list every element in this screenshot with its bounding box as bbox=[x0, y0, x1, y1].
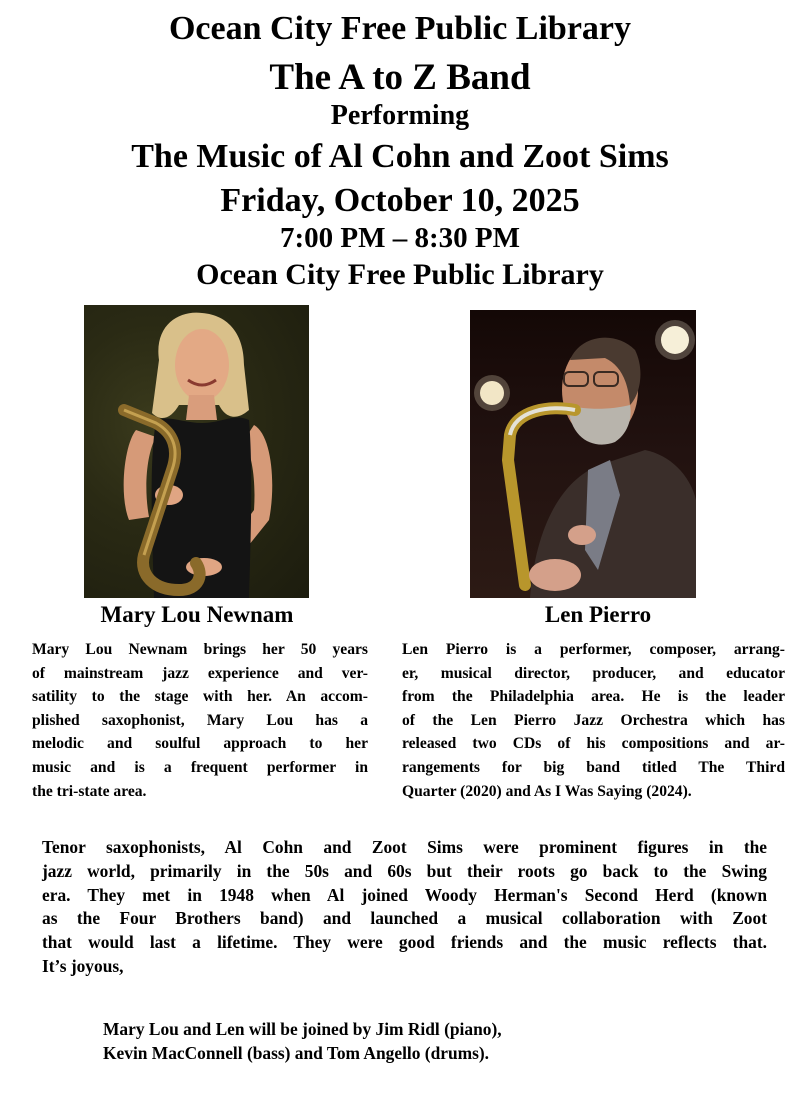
bio-line: of mainstream jazz experience and ver- bbox=[32, 664, 368, 682]
event-time: 7:00 PM – 8:30 PM bbox=[280, 222, 520, 254]
performer-name-len-pierro: Len Pierro bbox=[544, 602, 652, 627]
venue-title-bottom: Ocean City Free Public Library bbox=[196, 258, 604, 291]
bio-line: music and is a frequent performer in bbox=[32, 758, 368, 776]
performer-name-mary-lou-newnam: Mary Lou Newnam bbox=[100, 602, 294, 627]
history-paragraph bbox=[42, 836, 767, 979]
performing-label: Performing bbox=[330, 100, 470, 131]
bio-line: Mary Lou Newnam brings her 50 years bbox=[32, 641, 368, 658]
performer-photo-len-pierro bbox=[470, 310, 696, 598]
bio-line: rangements for big band titled The Third bbox=[402, 758, 785, 776]
program-title: The Music of Al Cohn and Zoot Sims bbox=[131, 138, 669, 175]
man-saxophonist-illustration bbox=[470, 310, 696, 598]
bio-line: released two CDs of his compositions and ar- bbox=[402, 735, 785, 753]
bio-line: Len Pierro is a performer, composer, arrang- bbox=[402, 641, 785, 658]
band-name: The A to Z Band bbox=[269, 57, 531, 98]
story-line: It’s joyous, bbox=[42, 955, 124, 976]
bio-line: satility to the stage with her. An accom- bbox=[32, 688, 368, 706]
story-line: that would last a lifetime. They were good friends and the music reflects that. bbox=[42, 932, 767, 953]
band-members-note bbox=[103, 1017, 663, 1065]
bio-line: from the Philadelphia area. He is the leader bbox=[402, 688, 785, 706]
members-line: Kevin MacConnell (bass) and Tom Angello (drums). bbox=[103, 1043, 490, 1063]
performer-bio-mary-lou-newnam bbox=[32, 638, 368, 803]
story-line: Tenor saxophonists, Al Cohn and Zoot Sims were prominent figures in the bbox=[42, 837, 767, 857]
woman-saxophonist-illustration bbox=[84, 305, 309, 598]
bio-line: er, musical director, producer, and educator bbox=[402, 664, 785, 682]
bio-line: of the Len Pierro Jazz Orchestra which has bbox=[402, 711, 785, 729]
bio-line: the tri-state area. bbox=[32, 782, 147, 800]
story-line: as the Four Brothers band) and launched a musical collaboration with Zoot bbox=[42, 908, 767, 929]
story-line: era. They met in 1948 when Al joined Woody Herman's Second Herd (known bbox=[42, 884, 767, 905]
performer-bio-len-pierro bbox=[402, 638, 785, 803]
bio-line: plished saxophonist, Mary Lou has a bbox=[32, 711, 368, 729]
members-line: Mary Lou and Len will be joined by Jim Ridl (piano), bbox=[103, 1019, 502, 1039]
bio-line: Quarter (2020) and As I Was Saying (2024). bbox=[402, 782, 692, 800]
bio-line: melodic and soulful approach to her bbox=[32, 735, 368, 753]
performer-photo-mary-lou-newnam bbox=[84, 305, 309, 598]
venue-title-top: Ocean City Free Public Library bbox=[168, 10, 632, 47]
event-date: Friday, October 10, 2025 bbox=[220, 182, 580, 219]
story-line: jazz world, primarily in the 50s and 60s but their roots go back to the Swing bbox=[42, 860, 767, 881]
